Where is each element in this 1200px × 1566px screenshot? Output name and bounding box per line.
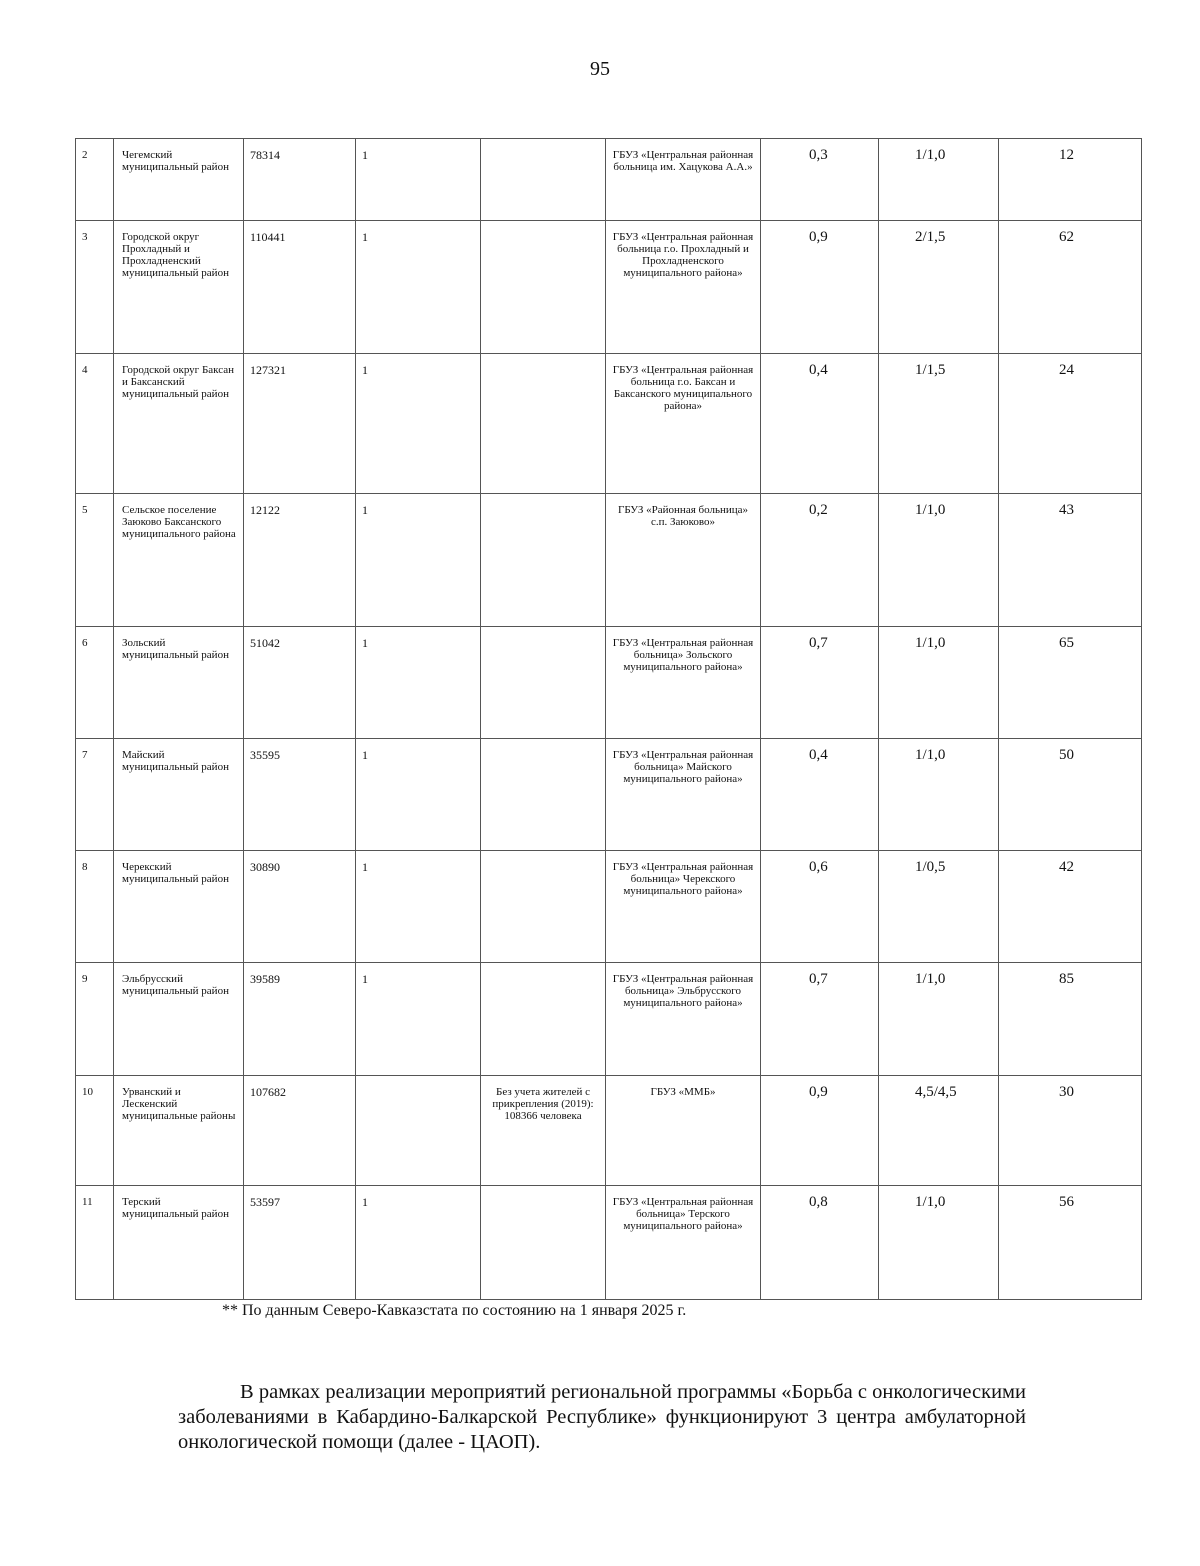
visits-cell: 12 xyxy=(999,139,1142,221)
table-row xyxy=(76,851,1142,963)
population-cell: 53597 xyxy=(244,1186,356,1300)
visits-cell: 65 xyxy=(999,627,1142,739)
organization-cell: ГБУЗ «Центральная районная больница» Эльбрусского муниципального района» xyxy=(606,963,761,1076)
row-number: 7 xyxy=(76,739,114,851)
row-number: 4 xyxy=(76,354,114,494)
note-cell xyxy=(481,851,606,963)
row-number: 8 xyxy=(76,851,114,963)
table-row xyxy=(76,221,1142,354)
rate-cell: 0,4 xyxy=(761,354,879,494)
staff-cell: 2/1,5 xyxy=(879,221,999,354)
paragraph-text: В рамках реализации мероприятий региональной программы «Борьба с онкологическими заболеваниями в Кабардино-Балкарской Республике» функционируют 3 центра амбулаторной онкологической помощи (далее - ЦАОП). xyxy=(178,1381,1026,1453)
staff-cell: 1/1,0 xyxy=(879,627,999,739)
count-cell: 1 xyxy=(356,494,481,627)
count-cell: 1 xyxy=(356,851,481,963)
body-text xyxy=(178,1380,1026,1455)
municipality-cell: Майский муниципальный район xyxy=(114,739,244,851)
note-cell xyxy=(481,494,606,627)
note-cell xyxy=(481,221,606,354)
rate-cell: 0,2 xyxy=(761,494,879,627)
table-row xyxy=(76,354,1142,494)
visits-cell: 30 xyxy=(999,1076,1142,1186)
municipality-cell: Городской округ Прохладный и Прохладненский муниципальный район xyxy=(114,221,244,354)
table-row xyxy=(76,1076,1142,1186)
rate-cell: 0,6 xyxy=(761,851,879,963)
rate-cell: 0,3 xyxy=(761,139,879,221)
note-cell xyxy=(481,1186,606,1300)
table-row xyxy=(76,1186,1142,1300)
municipality-cell: Чегемский муниципальный район xyxy=(114,139,244,221)
rate-cell: 0,4 xyxy=(761,739,879,851)
row-number: 11 xyxy=(76,1186,114,1300)
row-number: 9 xyxy=(76,963,114,1076)
page-number: 95 xyxy=(590,58,610,80)
note-cell xyxy=(481,739,606,851)
rate-cell: 0,9 xyxy=(761,1076,879,1186)
visits-cell: 62 xyxy=(999,221,1142,354)
municipality-cell: Эльбрусский муниципальный район xyxy=(114,963,244,1076)
visits-cell: 43 xyxy=(999,494,1142,627)
count-cell: 1 xyxy=(356,354,481,494)
staff-cell: 1/1,0 xyxy=(879,1186,999,1300)
municipality-cell: Сельское поселение Заюково Баксанского муниципального района xyxy=(114,494,244,627)
count-cell: 1 xyxy=(356,221,481,354)
staff-cell: 1/1,0 xyxy=(879,494,999,627)
organization-cell: ГБУЗ «Центральная районная больница» Майского муниципального района» xyxy=(606,739,761,851)
organization-cell: ГБУЗ «Центральная районная больница г.о. Прохладный и Прохладненского муниципального района» xyxy=(606,221,761,354)
table-row xyxy=(76,139,1142,221)
staff-cell: 1/1,5 xyxy=(879,354,999,494)
row-number: 5 xyxy=(76,494,114,627)
staff-cell: 1/1,0 xyxy=(879,139,999,221)
count-cell: 1 xyxy=(356,627,481,739)
count-cell: 1 xyxy=(356,1186,481,1300)
rate-cell: 0,7 xyxy=(761,963,879,1076)
staff-cell: 1/1,0 xyxy=(879,963,999,1076)
staff-cell: 1/0,5 xyxy=(879,851,999,963)
row-number: 3 xyxy=(76,221,114,354)
table-row xyxy=(76,739,1142,851)
note-cell: Без учета жителей с прикрепления (2019): 108366 человека xyxy=(481,1076,606,1186)
population-cell: 39589 xyxy=(244,963,356,1076)
row-number: 6 xyxy=(76,627,114,739)
population-cell: 110441 xyxy=(244,221,356,354)
table-row xyxy=(76,963,1142,1076)
population-cell: 51042 xyxy=(244,627,356,739)
staff-cell: 4,5/4,5 xyxy=(879,1076,999,1186)
row-number: 10 xyxy=(76,1076,114,1186)
staff-cell: 1/1,0 xyxy=(879,739,999,851)
count-cell: 1 xyxy=(356,963,481,1076)
data-table xyxy=(75,138,1142,1300)
visits-cell: 85 xyxy=(999,963,1142,1076)
rate-cell: 0,7 xyxy=(761,627,879,739)
note-cell xyxy=(481,963,606,1076)
footnote: ** По данным Северо-Кавказстата по состоянию на 1 января 2025 г. xyxy=(222,1302,687,1319)
organization-cell: ГБУЗ «Центральная районная больница» Зольского муниципального района» xyxy=(606,627,761,739)
count-cell: 1 xyxy=(356,139,481,221)
population-cell: 12122 xyxy=(244,494,356,627)
note-cell xyxy=(481,627,606,739)
row-number: 2 xyxy=(76,139,114,221)
visits-cell: 42 xyxy=(999,851,1142,963)
count-cell: 1 xyxy=(356,739,481,851)
visits-cell: 56 xyxy=(999,1186,1142,1300)
visits-cell: 24 xyxy=(999,354,1142,494)
note-cell xyxy=(481,354,606,494)
population-cell: 107682 xyxy=(244,1076,356,1186)
table-row xyxy=(76,494,1142,627)
visits-cell: 50 xyxy=(999,739,1142,851)
population-cell: 127321 xyxy=(244,354,356,494)
municipality-cell: Терский муниципальный район xyxy=(114,1186,244,1300)
rate-cell: 0,8 xyxy=(761,1186,879,1300)
organization-cell: ГБУЗ «ММБ» xyxy=(606,1076,761,1186)
organization-cell: ГБУЗ «Центральная районная больница им. Хацукова А.А.» xyxy=(606,139,761,221)
municipality-cell: Зольский муниципальный район xyxy=(114,627,244,739)
count-cell xyxy=(356,1076,481,1186)
municipality-cell: Урванский и Лескенский муниципальные районы xyxy=(114,1076,244,1186)
population-cell: 35595 xyxy=(244,739,356,851)
note-cell xyxy=(481,139,606,221)
organization-cell: ГБУЗ «Центральная районная больница» Терского муниципального района» xyxy=(606,1186,761,1300)
population-cell: 78314 xyxy=(244,139,356,221)
rate-cell: 0,9 xyxy=(761,221,879,354)
population-cell: 30890 xyxy=(244,851,356,963)
organization-cell: ГБУЗ «Центральная районная больница» Черекского муниципального района» xyxy=(606,851,761,963)
organization-cell: ГБУЗ «Районная больница» с.п. Заюково» xyxy=(606,494,761,627)
organization-cell: ГБУЗ «Центральная районная больница г.о. Баксан и Баксанского муниципального района» xyxy=(606,354,761,494)
table-row xyxy=(76,627,1142,739)
municipality-cell: Черекский муниципальный район xyxy=(114,851,244,963)
municipality-cell: Городской округ Баксан и Баксанский муниципальный район xyxy=(114,354,244,494)
